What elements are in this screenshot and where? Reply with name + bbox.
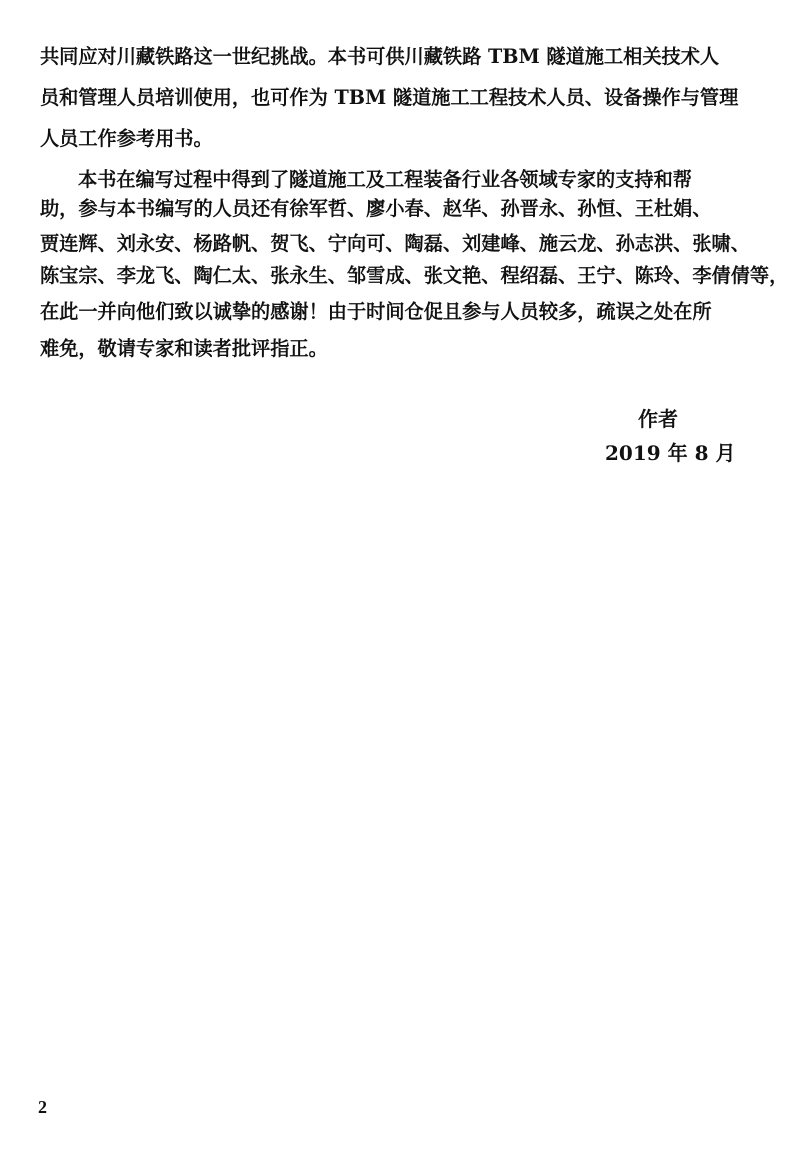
paragraph-2-line-3: 贾连辉、刘永安、杨路帆、贺飞、宁向可、陶磊、刘建峰、施云龙、孙志洪、张啸、 bbox=[40, 232, 750, 255]
author-signature: 作者 bbox=[638, 407, 678, 431]
page-number: 2 bbox=[38, 1097, 47, 1117]
paragraph-1-line-1: 共同应对川藏铁路这一世纪挑战。本书可供川藏铁路 TBM 隧道施工相关技术人 bbox=[40, 45, 720, 68]
paragraph-1-line-3: 人员工作参考用书。 bbox=[40, 127, 213, 150]
paragraph-1-line-2: 员和管理人员培训使用，也可作为 TBM 隧道施工工程技术人员、设备操作与管理 bbox=[40, 86, 739, 109]
paragraph-2-line-1: 本书在编写过程中得到了隧道施工及工程装备行业各领域专家的支持和帮 bbox=[78, 168, 692, 191]
signature-date: 2019 年 8 月 bbox=[605, 441, 736, 465]
paragraph-2-line-4: 陈宝宗、李龙飞、陶仁太、张永生、邹雪成、张文艳、程绍磊、王宁、陈玲、李倩倩等， bbox=[40, 264, 789, 287]
paragraph-2-line-6: 难免，敬请专家和读者批评指正。 bbox=[40, 337, 328, 360]
paragraph-2-line-2: 助，参与本书编写的人员还有徐军哲、廖小春、赵华、孙晋永、孙恒、王杜娟、 bbox=[40, 197, 712, 220]
paragraph-2-line-5: 在此一并向他们致以诚挚的感谢！由于时间仓促且参与人员较多，疏误之处在所 bbox=[40, 300, 712, 323]
